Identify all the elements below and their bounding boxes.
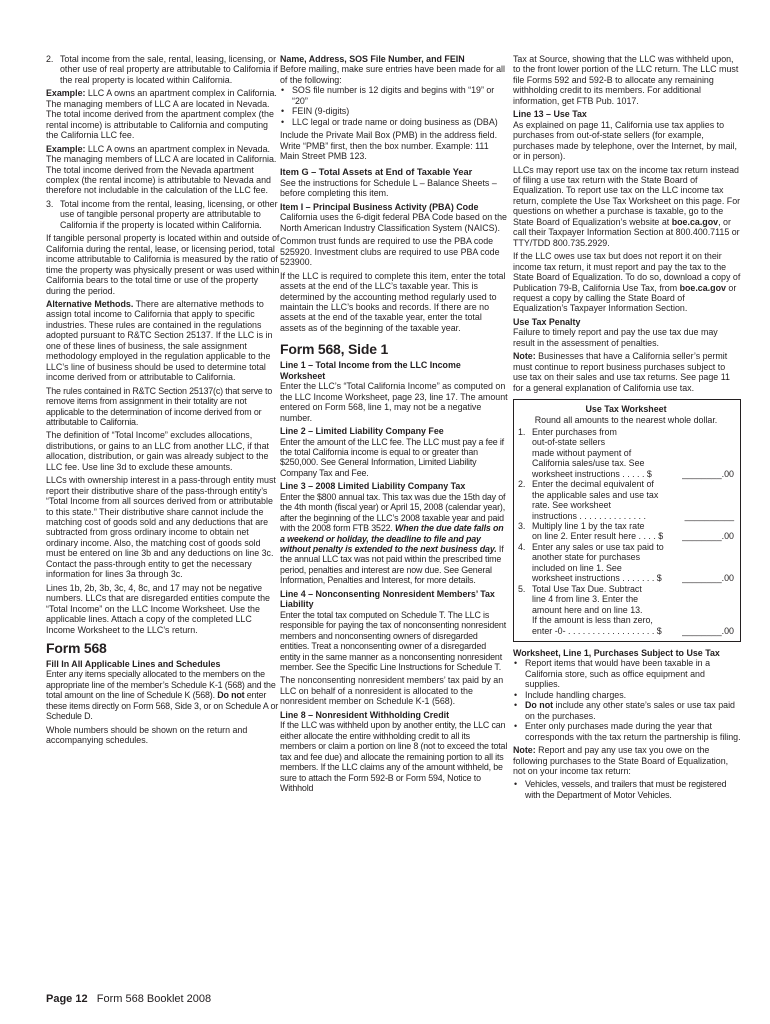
worksheet-line-text: Total Use Tax Due. Subtract xyxy=(532,583,642,594)
example-text: LLC A owns an apartment complex in California. The managing members of LLC A are located in Nevada. The total income derived from the apartment complex (the rental income) is attributable to California and computing the California LLC fee. xyxy=(46,88,277,141)
worksheet-line-text: Enter any sales or use tax paid to xyxy=(532,541,664,552)
paragraph: Include the Private Mail Box (PMB) in the address field. Write “PMB” first, then the box number. Example: 111 Main Street PMB 123. xyxy=(280,130,498,162)
note-label: Note: xyxy=(513,351,536,362)
subheading-fill-in: Fill In All Applicable Lines and Schedules xyxy=(46,659,221,670)
requirements-list xyxy=(280,85,508,127)
subheading-use-tax-penalty: Use Tax Penalty xyxy=(513,316,581,327)
list-item: • Include handling charges. xyxy=(513,690,741,700)
example-label: Example: xyxy=(46,143,86,154)
worksheet-amount-row xyxy=(532,626,734,636)
worksheet-line-text: California sales/use tax. See xyxy=(532,458,645,469)
subheading-line-1: Line 1 – Total Income from the LLC Income Worksheet xyxy=(280,360,461,381)
worksheet-line-number: 5. xyxy=(518,583,526,594)
amount-field[interactable]: ________.00 xyxy=(682,625,734,636)
worksheet-line-2 xyxy=(518,479,734,521)
worksheet-line-number: 1. xyxy=(518,426,526,437)
paragraph: Tax at Source, showing that the LLC was withheld upon, to the front lower portion of the LLC return. The LLC must file Forms 592 and 592-B to allocate any remaining withholding credit to its members. For additional information, get FTB Pub. 1017. xyxy=(513,54,739,106)
column-left xyxy=(46,54,280,749)
rate-field[interactable]: __________ xyxy=(684,510,734,521)
example-paragraph xyxy=(46,144,280,196)
worksheet-line-text: amount here and on line 13. xyxy=(532,604,643,615)
paragraph: Failure to timely report and pay the use tax due may result in the assessment of penalties. xyxy=(513,327,718,348)
list-number: 3. xyxy=(46,198,54,209)
subheading-item-i: Item I – Principal Business Activity (PBA) Code xyxy=(280,201,479,212)
worksheet-line-text: enter -0- . . . . . . . . . . . . . . . . . . $ xyxy=(532,625,662,636)
paragraph: Common trust funds are required to use the PBA code 525920. Investment clubs are required to use PBA code 523900. xyxy=(280,236,500,268)
worksheet-line-1 xyxy=(518,427,734,479)
worksheet-amount-row xyxy=(532,511,734,521)
column-middle xyxy=(280,54,508,796)
worksheet-line-3 xyxy=(518,521,734,542)
list-item: • Report items that would have been taxable in a California store, such as office equipment and supplies. xyxy=(513,658,741,689)
worksheet-line-text: on line 2. Enter result here . . . . $ xyxy=(532,531,664,542)
paragraph xyxy=(513,745,741,776)
alternative-methods-label: Alternative Methods. xyxy=(46,298,134,309)
paragraph xyxy=(513,351,741,393)
worksheet-subtitle: Round all amounts to the nearest whole dollar. xyxy=(534,414,718,425)
list-item-3 xyxy=(46,199,280,230)
list-number: 2. xyxy=(46,54,54,64)
paragraph-text: There are alternative methods to assign total income to California that apply to specific industries. These rules are contained in the regulations adopted pursuant to R&TC Section 25137. If the LLC is in one of these lines of business, the sale assignment methodology employed in the regulation applicable to the LLC’s line of business should be used to determine total income derived from or attributable to California. xyxy=(46,298,273,383)
worksheet-line-text: the applicable sales and use tax xyxy=(532,489,659,500)
paragraph: Enter the total tax computed on Schedule T. The LLC is responsible for paying the tax of nonconsenting nonresident members and nonconsenting owners of disregarded entities. Treat a nonconsenting owner of a disregarded entity in the same manner as a nonconsenting nonresident member. See the Specific Line Instructions for Schedule T. xyxy=(280,609,507,673)
note-label: Note: xyxy=(513,745,536,756)
paragraph: California uses the 6-digit federal PBA Code based on the North American Industry Classification System (NAICS). xyxy=(280,212,507,233)
page-number: Page 12 xyxy=(46,993,88,1005)
list-item: • FEIN (9-digits) xyxy=(280,106,508,116)
worksheet-line-text: line 4 from line 3. Enter the xyxy=(532,594,639,605)
paragraph-text: Enter the $800 annual tax. This tax was due the 15th day of the 4th month (fiscal year) or April 15, 2008 (calendar year), after the beginning of the LLC’s 2008 taxable year and paid with the 2008 form FTB 3522. xyxy=(280,491,506,534)
boe-website-link[interactable]: boe.ca.gov xyxy=(671,216,719,227)
worksheet-line-number: 3. xyxy=(518,521,526,532)
worksheet-line-text: out-of-state sellers xyxy=(532,437,606,448)
worksheet-line-text: instructions . . . . . . . . . . . . . . xyxy=(532,510,646,521)
paragraph: If the LLC is required to complete this item, enter the total assets at the end of the LLC’s taxable year. This is determined by the accounting method regularly used to maintain the LLC’s books and records. If there are no assets at the end of the taxable year, enter the total assets as of the beginning of the taxable year. xyxy=(280,270,506,333)
worksheet-line-text: worksheet instructions . . . . . $ xyxy=(532,468,652,479)
paragraph: Enter the LLC’s “Total California Income” as computed on the LLC Income Worksheet, page 23, line 17. The amount entered on Form 568, line 1, may not be a negative number. xyxy=(280,381,508,423)
paragraph-text: or request a copy by calling the State Board of Equalization’s Taxpayer Information Section. xyxy=(513,282,737,314)
list-text: Total income from the sale, rental, leasing, licensing, or other use of real property are attributable to California if the real property is located within California. xyxy=(60,54,278,85)
subheading-line-4: Line 4 – Nonconsenting Nonresident Members’ Tax Liability xyxy=(280,588,495,610)
use-tax-worksheet xyxy=(513,399,741,642)
do-not-emphasis: Do not xyxy=(525,700,554,711)
amount-field[interactable]: ________.00 xyxy=(682,468,734,479)
example-text: LLC A owns an apartment complex in Nevada. The managing members of LLC A are located in California. The total income derived from the Nevada apartment complex (the rental income) is attributable to Nevada and therefore not includable in the calculation of the LLC fee. xyxy=(46,143,277,196)
paragraph xyxy=(513,251,741,314)
paragraph: LLCs with ownership interest in a pass-through entity must report their distributive share of the pass-through entity’s “Total Income from all sources derived from or attributable to this state.” Their distributive share cannot include the matching cost of goods sold and any deductions that are subtracted from gross ordinary income to obtain net ordinary income. Also, the matching cost of goods sold must be entered on line 3b and any deductions on line 3c. Contact the pass-through entity to get the necessary information for lines 3a through 3c. xyxy=(46,475,276,580)
list-item xyxy=(513,700,741,721)
paragraph xyxy=(46,299,280,383)
heading-item-g: Item G – Total Assets at End of Taxable Year xyxy=(280,166,473,177)
list-item: • Vehicles, vessels, and trailers that must be registered with the Department of Motor Vehicles. xyxy=(513,779,741,800)
boe-website-link[interactable]: boe.ca.gov xyxy=(679,282,726,293)
worksheet-title: Use Tax Worksheet xyxy=(585,404,667,415)
paragraph-text: Businesses that have a California seller’s permit must continue to report business purchases subject to use tax on their sales and use tax returns. See page 11 for a general explanation of California use tax. xyxy=(513,351,730,393)
paragraph-text: Enter any items specially allocated to the members on the appropriate line of the member’s Schedule K-1 (568) and the total amount on the line of Schedule K (568). xyxy=(46,669,276,701)
do-not-emphasis: Do not xyxy=(217,690,245,701)
paragraph-text: Report and pay any use tax you owe on the following purchases to the State Board of Equalization, not on your income tax return: xyxy=(513,745,729,776)
subheading-line-3: Line 3 – 2008 Limited Liability Company Tax xyxy=(280,481,466,492)
list-text: Total income from the rental, leasing, licensing, or other use of tangible personal property are attributable to California if the property is located within California. xyxy=(60,198,278,230)
amount-field[interactable]: ________.00 xyxy=(682,573,734,584)
paragraph-text: If the annual LLC tax was not paid within the prescribed time period, penalties and interest are now due. See General Information, Penalties and Interest, for more details. xyxy=(280,544,504,586)
example-paragraph xyxy=(46,88,280,140)
worksheet-line-text: made without payment of xyxy=(532,447,632,458)
deadline-emphasis: When the due date falls on a weekend or holiday, the deadline to file and pay without penalty is extended to the next business day. xyxy=(280,523,504,555)
paragraph: The nonconsenting nonresident members’ tax paid by an LLC on behalf of a nonresident is allocated to the nonresident member on Schedule K-1 (568). xyxy=(280,675,504,707)
worksheet-line-number: 2. xyxy=(518,479,526,490)
worksheet-line-text: included on line 1. See xyxy=(532,562,622,573)
paragraph: Lines 1b, 2b, 3b, 3c, 4, 8c, and 17 may not be negative numbers. LLCs that are disregarded entities compute the “Total Income” on the LLC Income Worksheet. Use the applicable lines. Attach a copy of the completed LLC Income Worksheet to the LLC’s return. xyxy=(46,582,270,635)
purchases-list xyxy=(513,658,741,742)
worksheet-line-text: another state for purchases xyxy=(532,552,641,563)
registration-list xyxy=(513,779,741,800)
worksheet-line-text: If the amount is less than zero, xyxy=(532,615,653,626)
worksheet-line-text: Enter purchases from xyxy=(532,426,617,437)
worksheet-line-text: worksheet instructions . . . . . . . $ xyxy=(532,573,662,584)
paragraph: Before mailing, make sure entries have been made for all of the following: xyxy=(280,64,505,85)
worksheet-amount-row xyxy=(532,573,734,583)
worksheet-line-text: rate. See worksheet xyxy=(532,500,611,511)
paragraph: If tangible personal property is located within and outside of California during the rental, lease, or licensing period, total income attributable to California is measured by the ratio of time the property was physically present or was used within California bears to the total time or use of the property during the period. xyxy=(46,233,280,296)
paragraph xyxy=(280,492,508,586)
paragraph-text: LLCs may report use tax on the income tax return instead of filing a use tax return with the State Board of Equalization. To report use tax on the LLC income tax return, complete the Use Tax Worksheet on this page. For questions on whether a purchase is taxable, go to the State Board of Equalization’s website at xyxy=(513,164,741,227)
paragraph xyxy=(513,165,741,249)
worksheet-amount-row xyxy=(532,531,734,541)
list-item-2 xyxy=(46,54,280,85)
subheading-line-13: Line 13 – Use Tax xyxy=(513,109,587,120)
list-item: • SOS file number is 12 digits and begins with “19” or “20” xyxy=(280,85,508,106)
column-right xyxy=(513,54,741,803)
list-text: include any other state’s sales or use tax paid on the purchases. xyxy=(525,700,735,721)
amount-field[interactable]: ________.00 xyxy=(682,531,734,542)
subheading-name-address: Name, Address, SOS File Number, and FEIN xyxy=(280,54,465,64)
paragraph-text: If the LLC owes use tax but does not report it on their income tax return, it must report and pay the tax to the State Board of Equalization. To do so, download a copy of Publication 79-B, California Use Tax, from xyxy=(513,251,741,293)
list-item: • Enter only purchases made during the year that corresponds with the tax return the partnership is filing. xyxy=(513,721,741,742)
page-footer xyxy=(46,993,211,1006)
worksheet-line-4 xyxy=(518,542,734,584)
paragraph: Enter the amount of the LLC fee. The LLC must pay a fee if the total California income is equal to or greater than $250,000. See General Information, Limited Liability Company Tax and Fee. xyxy=(280,436,504,478)
paragraph xyxy=(46,669,280,721)
booklet-title: Form 568 Booklet 2008 xyxy=(96,993,212,1005)
subheading-line-2: Line 2 – Limited Liability Company Fee xyxy=(280,426,444,437)
section-heading-form-568-side-1: Form 568, Side 1 xyxy=(280,341,389,358)
paragraph: See the instructions for Schedule L – Balance Sheets – before completing this item. xyxy=(280,177,497,199)
subheading-worksheet-line-1: Worksheet, Line 1, Purchases Subject to Use Tax xyxy=(513,648,720,659)
list-item: • LLC legal or trade name or doing business as (DBA) xyxy=(280,117,508,127)
worksheet-line-5 xyxy=(518,584,734,636)
worksheet-line-number: 4. xyxy=(518,541,526,552)
paragraph-text: , or call their Taxpayer Information Section at 800.400.7115 or TTY/TDD 800.735.2929. xyxy=(513,216,740,248)
worksheet-line-text: Enter the decimal equivalent of xyxy=(532,479,654,490)
paragraph: The definition of “Total Income” excludes allocations, distributions, or gains to an LLC from another LLC, if that allocation, distribution, or gain was already subject to the LLC fee. Use line 3d to exclude these amounts. xyxy=(46,430,269,472)
paragraph: As explained on page 11, California use tax applies to purchases from out-of-state sellers (for example, purchases made by telephone, over the Internet, by mail, or in person). xyxy=(513,119,737,162)
worksheet-amount-row xyxy=(532,469,734,479)
paragraph-text: enter these items directly on Form 568, Side 3, or on Schedule A or Schedule D. xyxy=(46,690,279,722)
paragraph: If the LLC was withheld upon by another entity, the LLC can either allocate the entire withholding credit to all its members or claim a portion on line 8 (not to exceed the total tax and fee due) and allocate the remaining portion to all its members. If the LLC claims any of the amount withheld, be sure to attach the Form 592-B or Form 594, Notice to Withhold xyxy=(280,720,508,793)
paragraph: Whole numbers should be shown on the return and accompanying schedules. xyxy=(46,724,248,746)
subheading-line-8: Line 8 – Nonresident Withholding Credit xyxy=(280,709,450,720)
example-label: Example: xyxy=(46,88,86,99)
section-heading-form-568: Form 568 xyxy=(46,640,107,657)
paragraph: The rules contained in R&TC Section 25137(c) that serve to remove items from assignment in their totality are not applicable to the determination of income derived from or attributable to California. xyxy=(46,385,273,427)
worksheet-line-text: Multiply line 1 by the tax rate xyxy=(532,521,645,532)
